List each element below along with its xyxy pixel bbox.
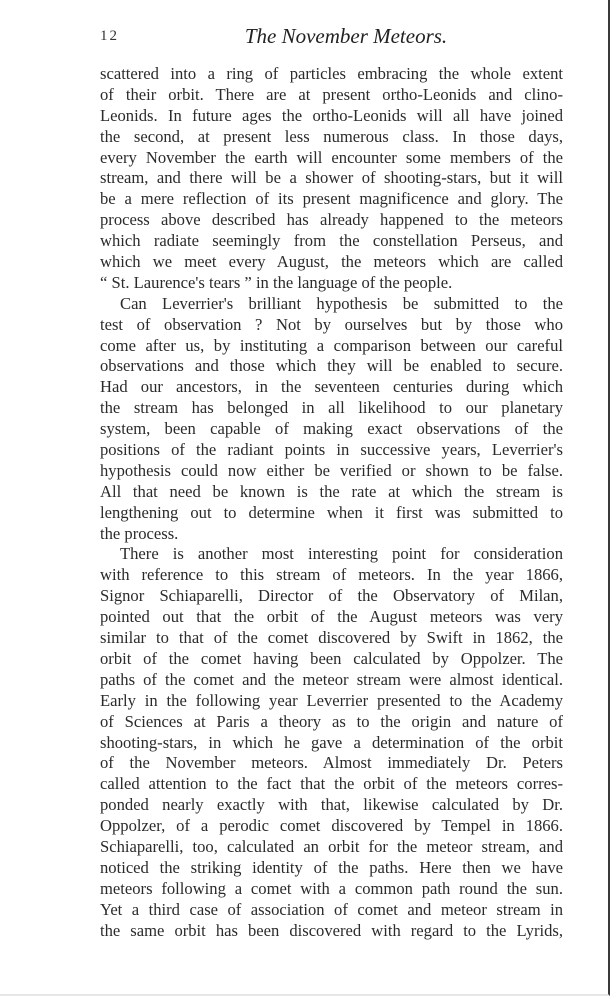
text-line: pointed out that the orbit of the August meteors was very — [100, 607, 563, 627]
text-line: noticed the striking identity of the paths. Here then we have — [100, 857, 563, 877]
text-line: the process. — [100, 523, 179, 543]
text-line: similar to that of the comet discovered by Swift in 1862, the — [100, 628, 563, 648]
paragraph-1 — [100, 64, 563, 294]
text-line: be a mere reflection of its present magnificence and glory. The — [100, 189, 563, 209]
page-number: 12 — [100, 28, 119, 44]
text-line: come after us, by instituting a comparison between our careful — [100, 335, 563, 355]
text-line: paths of the comet and the meteor stream were almost identical. — [100, 669, 563, 689]
text-line: Can Leverrier's brilliant hypothesis be submitted to the — [120, 293, 563, 313]
text-line: Oppolzer, of a perodic comet discovered by Tempel in 1866. — [100, 816, 563, 836]
text-line: of the November meteors. Almost immediately Dr. Peters — [100, 753, 563, 773]
text-line: the stream has belonged in all likelihood to our planetary — [100, 398, 563, 418]
text-line: Signor Schiaparelli, Director of the Observatory of Milan, — [100, 586, 563, 606]
paragraph-2 — [100, 294, 563, 545]
text-line: lengthening out to determine when it first was submitted to — [100, 502, 563, 522]
text-line: of Sciences at Paris a theory as to the origin and nature of — [100, 711, 563, 731]
text-line: hypothesis could now either be verified or shown to be false. — [100, 460, 563, 480]
text-line: of their orbit. There are at present ortho-Leonids and clino- — [100, 84, 563, 104]
body-text — [100, 64, 563, 941]
page-header — [100, 24, 562, 52]
text-line: Schiaparelli, too, calculated an orbit for the meteor stream, and — [100, 836, 563, 856]
text-line: the second, at present less numerous class. In those days, — [100, 126, 563, 146]
text-line: Had our ancestors, in the seventeen centuries during which — [100, 377, 563, 397]
text-line: which radiate seemingly from the constellation Perseus, and — [100, 231, 563, 251]
text-line: stream, and there will be a shower of shooting-stars, but it will — [100, 168, 563, 188]
paragraph-3 — [100, 544, 563, 941]
text-line: positions of the radiant points in successive years, Leverrier's — [100, 440, 563, 460]
text-line: the same orbit has been discovered with regard to the Lyrids, — [100, 920, 563, 940]
text-line: All that need be known is the rate at which the stream is — [100, 481, 563, 501]
text-line: Early in the following year Leverrier presented to the Academy — [100, 690, 563, 710]
text-line: shooting-stars, in which he gave a determination of the orbit — [100, 732, 563, 752]
text-line: There is another most interesting point for consideration — [120, 544, 563, 564]
text-line: with reference to this stream of meteors. In the year 1866, — [100, 565, 563, 585]
text-line: “ St. Laurence's tears ” in the language of the people. — [100, 272, 453, 292]
text-line: Leonids. In future ages the ortho-Leonids will all have joined — [100, 105, 563, 125]
text-line: called attention to the fact that the orbit of the meteors corres- — [100, 774, 563, 794]
text-line: test of observation ? Not by ourselves but by those who — [100, 314, 563, 334]
running-title: The November Meteors. — [244, 24, 448, 48]
text-line: every November the earth will encounter some members of the — [100, 147, 563, 167]
text-line: ponded nearly exactly with that, likewise calculated by Dr. — [100, 795, 563, 815]
text-line: meteors following a comet with a common path round the sun. — [100, 878, 563, 898]
text-line: system, been capable of making exact observations of the — [100, 419, 563, 439]
text-line: orbit of the comet having been calculated by Oppolzer. The — [100, 648, 563, 668]
text-line: observations and those which they will be enabled to secure. — [100, 356, 563, 376]
text-line: which we meet every August, the meteors which are called — [100, 252, 563, 272]
text-line: scattered into a ring of particles embracing the whole extent — [100, 64, 563, 83]
text-line: process above described has already happened to the meteors — [100, 210, 563, 230]
text-line: Yet a third case of association of comet and meteor stream in — [100, 899, 563, 919]
